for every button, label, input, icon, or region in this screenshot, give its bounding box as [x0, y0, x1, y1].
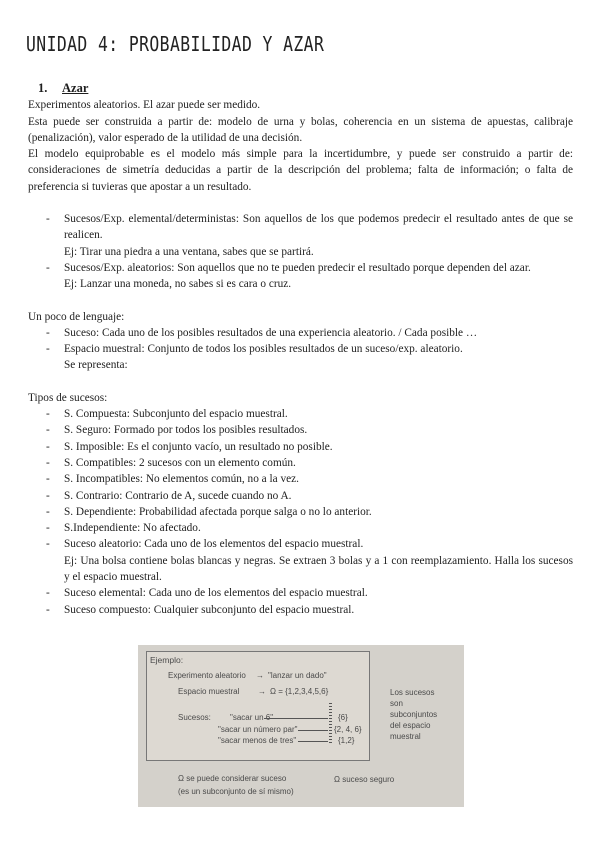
list-item-text: Sucesos/Exp. elemental/deterministas: Son aquellos de los que podemos predecir el resultado antes de que se realicen. [64, 213, 573, 242]
list-item-text: Espacio muestral: Conjunto de todos los posibles resultados de un suceso/exp. aleatorio. [64, 343, 463, 356]
list-item [28, 211, 573, 260]
figure-events-label: Sucesos: [178, 713, 211, 722]
list-item-text: S. Seguro: Formado por todos los posibles resultados. [64, 424, 308, 437]
list-item [28, 488, 573, 504]
list-item-example: Ej: Tirar una piedra a una ventana, sabes que se partirá. [64, 245, 314, 258]
event-connector [264, 718, 328, 719]
list-item [28, 325, 573, 341]
event-set: {1,2} [338, 736, 355, 745]
list-item-text: Suceso: Cada uno de los posibles resultados de una experiencia aleatorio. / Cada posible … [64, 326, 478, 339]
list-item [28, 422, 573, 438]
language-heading: Un poco de lenguaje: [28, 310, 125, 323]
section-number: 1. [38, 81, 48, 95]
caption-left-line: (es un subconjunto de sí mismo) [178, 787, 294, 796]
list-item [28, 520, 573, 536]
list-item-example: Ej: Lanzar una moneda, no sabes si es cara o cruz. [64, 278, 292, 291]
caption-left-line: Ω se puede considerar suceso [178, 774, 287, 783]
page-title: UNIDAD 4: PROBABILIDAD Y AZAR [26, 32, 325, 56]
caption-right: Ω suceso seguro [334, 775, 395, 784]
list-item-text: S. Compatibles: 2 sucesos con un elemento común. [64, 456, 296, 469]
figure-space-label: Espacio muestral [178, 687, 240, 696]
side-note-line: Los sucesos [390, 688, 435, 697]
intro-paragraph: El modelo equiprobable es el modelo más simple para la incertidumbre, y puede ser construido a partir de: consideraciones de simetría deducidas a partir de la descripción del problema; falta de información; o falta de preferencia si tuvieras que apostar a un resultado. [28, 148, 573, 193]
side-note-line: del espacio [390, 721, 431, 730]
event-set: {2, 4, 6} [334, 725, 362, 734]
list-item-text: Suceso elemental: Cada uno de los elementos del espacio muestral. [64, 587, 368, 600]
list-item-text: S. Incompatibles: No elementos común, no a la vez. [64, 473, 299, 486]
event-name: "sacar un 6" [230, 713, 274, 722]
language-list [28, 325, 573, 374]
arrow-icon: → [258, 687, 266, 696]
intro-paragraph: Esta puede ser construida a partir de: modelo de urna y bolas, coherencia en un sistema de apuestas, calibraje (penalización), valor esperado de la utilidad de una decisión. [28, 115, 573, 144]
list-item-text: S. Imposible: Es el conjunto vacío, un resultado no posible. [64, 440, 333, 453]
side-note-line: son [390, 699, 403, 708]
list-item-text: S. Dependiente: Probabilidad afectada porque salga o no lo anterior. [64, 505, 372, 518]
event-name: "sacar menos de tres" [218, 736, 297, 745]
list-item [28, 585, 573, 601]
list-item [28, 471, 573, 487]
side-note-line: subconjuntos [390, 710, 438, 719]
list-item-text: Suceso compuesto: Cualquier subconjunto del espacio muestral. [64, 603, 355, 616]
side-note-line: muestral [390, 732, 421, 741]
figure-experiment-label: Experimento aleatorio [168, 671, 246, 680]
document-body [28, 80, 573, 618]
event-name: "sacar un número par" [218, 725, 298, 734]
event-connector [298, 741, 328, 742]
list-item-extra: Se representa: [64, 359, 128, 372]
figure-space-value: Ω = {1,2,3,4,5,6} [270, 687, 329, 696]
intro-paragraph: Experimentos aleatorios. El azar puede ser medido. [28, 99, 261, 112]
experiment-types-list [28, 211, 573, 292]
types-list [28, 406, 573, 618]
list-item [28, 406, 573, 422]
list-item-text: S. Compuesta: Subconjunto del espacio muestral. [64, 408, 288, 421]
list-item-example: Ej: Una bolsa contiene bolas blancas y negras. Se extraen 3 bolas y a 1 con reemplazamiento. Halla los sucesos y el espacio muestral. [64, 554, 573, 584]
arrow-icon: → [256, 671, 264, 680]
list-item-text: S. Contrario: Contrario de A, sucede cuando no A. [64, 489, 292, 502]
section-label: Azar [62, 81, 89, 95]
brace-icon [329, 703, 332, 743]
figure-experiment-value: "lanzar un dado" [268, 671, 327, 680]
list-item [28, 504, 573, 520]
list-item [28, 439, 573, 455]
section-heading [38, 80, 573, 96]
types-heading: Tipos de sucesos: [28, 391, 108, 404]
list-item [28, 536, 573, 585]
figure-heading: Ejemplo: [150, 655, 184, 665]
list-item-text: S.Independiente: No afectado. [64, 522, 201, 535]
event-connector [298, 730, 328, 731]
list-item [28, 341, 573, 374]
list-item [28, 455, 573, 471]
list-item-text: Suceso aleatorio: Cada uno de los elementos del espacio muestral. [64, 538, 364, 551]
list-item [28, 260, 573, 293]
example-figure [138, 645, 464, 807]
event-set: {6} [338, 713, 348, 722]
list-item [28, 602, 573, 618]
list-item-text: Sucesos/Exp. aleatorios: Son aquellos que no te pueden predecir el resultado porque dependen del azar. [64, 261, 531, 274]
